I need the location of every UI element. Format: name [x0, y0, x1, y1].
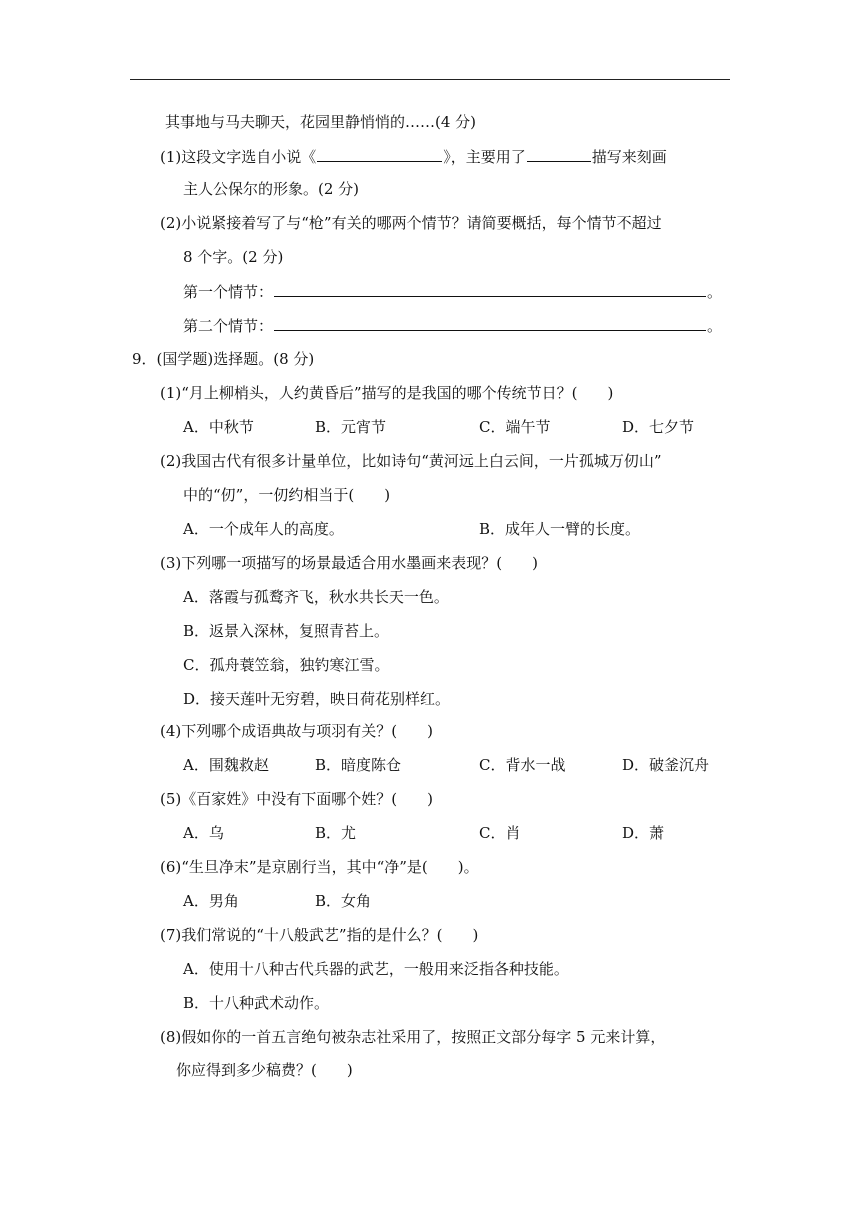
q9-sub6-option-b: B．女角: [315, 892, 372, 910]
novel-title-blank[interactable]: [317, 146, 442, 162]
q9-sub5-option-d: D．萧: [622, 824, 665, 842]
plot2-period: 。: [707, 317, 723, 335]
q9-sub5-option-c: C．肖: [479, 824, 521, 842]
q9-sub2-line1: (2)我国古代有很多计量单位，比如诗句“黄河远上白云间，一片孤城万仞山”: [160, 452, 662, 470]
q9-sub5-option-a: A．乌: [183, 824, 224, 842]
paragraph-end: 其事地与马夫聊天，花园里静悄悄的……(4 分): [165, 113, 477, 131]
q9-sub6-option-a: A．男角: [183, 892, 239, 910]
q9-sub6: (6)“生旦净末”是京剧行当，其中“净”是( )。: [160, 858, 479, 876]
q9-sub4-option-b: B．暗度陈仓: [315, 756, 402, 774]
q8-sub1-text-a: (1)这段文字选自小说《: [160, 148, 317, 166]
q9-sub2-option-b: B．成年人一臂的长度。: [479, 520, 641, 538]
q9-sub7-option-a: A．使用十八种古代兵器的武艺，一般用来泛指各种技能。: [183, 960, 569, 978]
q9-sub1-option-d: D．七夕节: [622, 418, 695, 436]
q9-sub4-option-c: C．背水一战: [479, 756, 566, 774]
header-rule: [130, 79, 730, 80]
plot2-row: [183, 315, 722, 336]
q9-sub1: (1)“月上柳梢头，人约黄昏后”描写的是我国的哪个传统节日？( ): [160, 384, 614, 402]
q9-sub8-line2: 你应得到多少稿费？( ): [176, 1061, 353, 1079]
q8-sub2-line1: (2)小说紧接着写了与“枪”有关的哪两个情节？请简要概括，每个情节不超过: [160, 214, 662, 232]
q9-sub1-option-b: B．元宵节: [315, 418, 387, 436]
q9-sub4: (4)下列哪个成语典故与项羽有关？( ): [160, 722, 433, 740]
q9-sub5: (5)《百家姓》中没有下面哪个姓？( ): [160, 790, 433, 808]
plot1-period: 。: [707, 283, 723, 301]
plot1-label: 第一个情节：: [183, 283, 274, 301]
plot2-label: 第二个情节：: [183, 317, 274, 335]
plot2-answer-blank[interactable]: [274, 315, 706, 331]
q9-sub3-option-a: A．落霞与孤鹜齐飞，秋水共长天一色。: [183, 588, 449, 606]
q9-title: 9．(国学题)选择题。(8 分): [132, 350, 315, 368]
q8-sub1-text-b: 》，主要用了: [443, 148, 526, 166]
q9-sub3-option-c: C．孤舟蓑笠翁，独钓寒江雪。: [183, 656, 390, 674]
q9-sub1-option-c: C．端午节: [479, 418, 551, 436]
q9-sub7-option-b: B．十八种武术动作。: [183, 994, 330, 1012]
q9-sub8-line1: (8)假如你的一首五言绝句被杂志社采用了，按照正文部分每字 5 元来计算，: [160, 1028, 666, 1046]
q9-sub3-option-b: B．返景入深林，复照青苔上。: [183, 622, 390, 640]
q9-sub2-line2: 中的“仞”，一仞约相当于( ): [183, 486, 391, 504]
q9-sub7: (7)我们常说的“十八般武艺”指的是什么？( ): [160, 926, 479, 944]
q9-sub1-option-a: A．中秋节: [183, 418, 254, 436]
q8-sub1-line1: [160, 146, 667, 167]
q8-sub2-line2: 8 个字。(2 分): [183, 248, 284, 266]
plot1-row: [183, 281, 722, 302]
q9-sub3-option-d: D．接天莲叶无穷碧，映日荷花别样红。: [183, 690, 451, 708]
q9-sub3: (3)下列哪一项描写的场景最适合用水墨画来表现？( ): [160, 554, 538, 572]
q9-sub5-option-b: B．尤: [315, 824, 357, 842]
q8-sub1-text-c: 描写来刻画: [591, 148, 667, 166]
q9-sub2-option-a: A．一个成年人的高度。: [183, 520, 344, 538]
q9-sub4-option-d: D．破釜沉舟: [622, 756, 710, 774]
plot1-answer-blank[interactable]: [274, 281, 706, 297]
q8-sub1-line2: 主人公保尔的形象。(2 分): [183, 180, 360, 198]
description-type-blank[interactable]: [527, 146, 591, 162]
q9-sub4-option-a: A．围魏救赵: [183, 756, 269, 774]
